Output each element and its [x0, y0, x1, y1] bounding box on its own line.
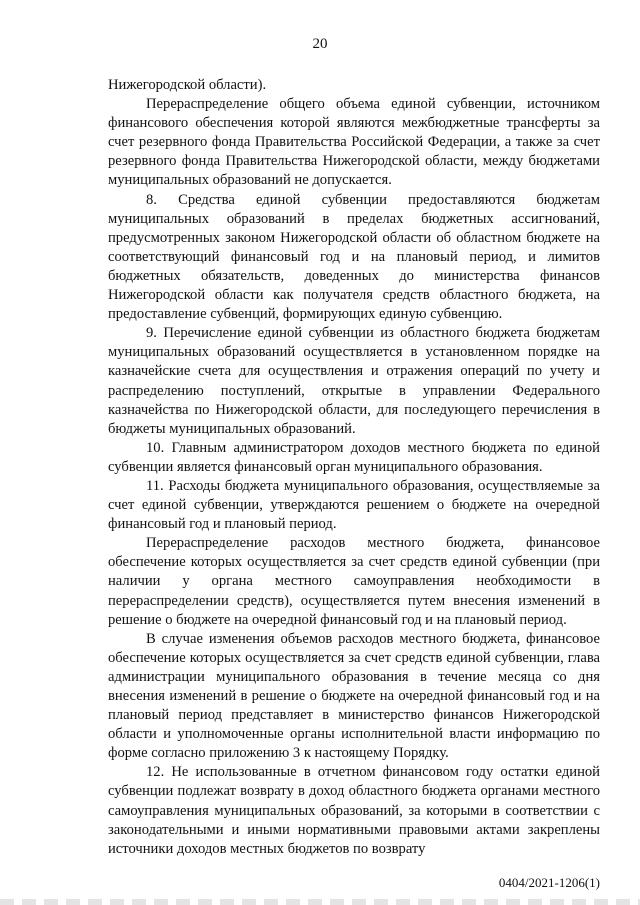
- scan-edge-artifact: [0, 899, 640, 905]
- paragraph-continuation: Нижегородской области).: [108, 77, 267, 93]
- page-number: 20: [312, 36, 328, 52]
- paragraph-reallocation-reserve: Перераспределение общего объема единой субвенции, источником финансового обеспечения которой являются межбюджетные трансферты за счет резервного фонда Правительства Российской Федерации, а также за счет резервного фонда Правительства Нижегородской области, между бюджетами муниципальных образований не допускается.: [108, 96, 600, 189]
- paragraph-item-12: 12. Не использованные в отчетном финансовом году остатки единой субвенции подлежат возврату в доход областного бюджета органами местного самоуправления муниципальных образований, за которыми в соответствии с законодательными и иными нормативными правовыми актами закреплены источники доходов местных бюджетов по возврату: [108, 764, 600, 857]
- document-registration-code: 0404/2021-1206(1): [498, 875, 600, 890]
- paragraph-change-volume: В случае изменения объемов расходов местного бюджета, финансовое обеспечение которых осуществляется за счет средств единой субвенции, глава администрации муниципального образования в течение месяца со дня внесения изменений в решение о бюджете на очередной финансовый год и на плановый период представляет в министерство финансов Нижегородской области и уполномоченные органы исполнительной власти информацию по форме согласно приложению 3 к настоящему Порядку.: [108, 630, 600, 762]
- paragraph-item-10: 10. Главным администратором доходов местного бюджета по единой субвенции является финансовый орган муниципального образования.: [108, 439, 600, 475]
- paragraph-item-11: 11. Расходы бюджета муниципального образования, осуществляемые за счет единой субвенции, утверждаются решением о бюджете на очередной финансовый год и плановый период.: [108, 477, 600, 533]
- paragraph-item-8: 8. Средства единой субвенции предоставляются бюджетам муниципальных образований в пределах бюджетных ассигнований, предусмотренных законом Нижегородской области об областном бюджете на соответствующий финансовый год и на плановый период, и лимитов бюджетных обязательств, доведенных до министерства финансов Нижегородской области как получателя средств областного бюджета, на предоставление субвенций, формирующих единую субвенцию.: [108, 191, 600, 323]
- paragraph-reallocation-expenses: Перераспределение расходов местного бюджета, финансовое обеспечение которых осуществляется за счет средств единой субвенции (при наличии у органа местного самоуправления необходимости в перераспределении средств), осуществляется путем внесения изменений в решение о бюджете на очередной финансовый год и на плановый период.: [108, 535, 600, 628]
- paragraph-item-9: 9. Перечисление единой субвенции из областного бюджета бюджетам муниципальных образований осуществляется в установленном порядке на казначейские счета для осуществления и отражения операций по учету и распределению поступлений, открытые в управлении Федерального казначейства по Нижегородской области, для последующего перечисления в бюджеты муниципальных образований.: [108, 325, 600, 437]
- document-body: [108, 76, 600, 859]
